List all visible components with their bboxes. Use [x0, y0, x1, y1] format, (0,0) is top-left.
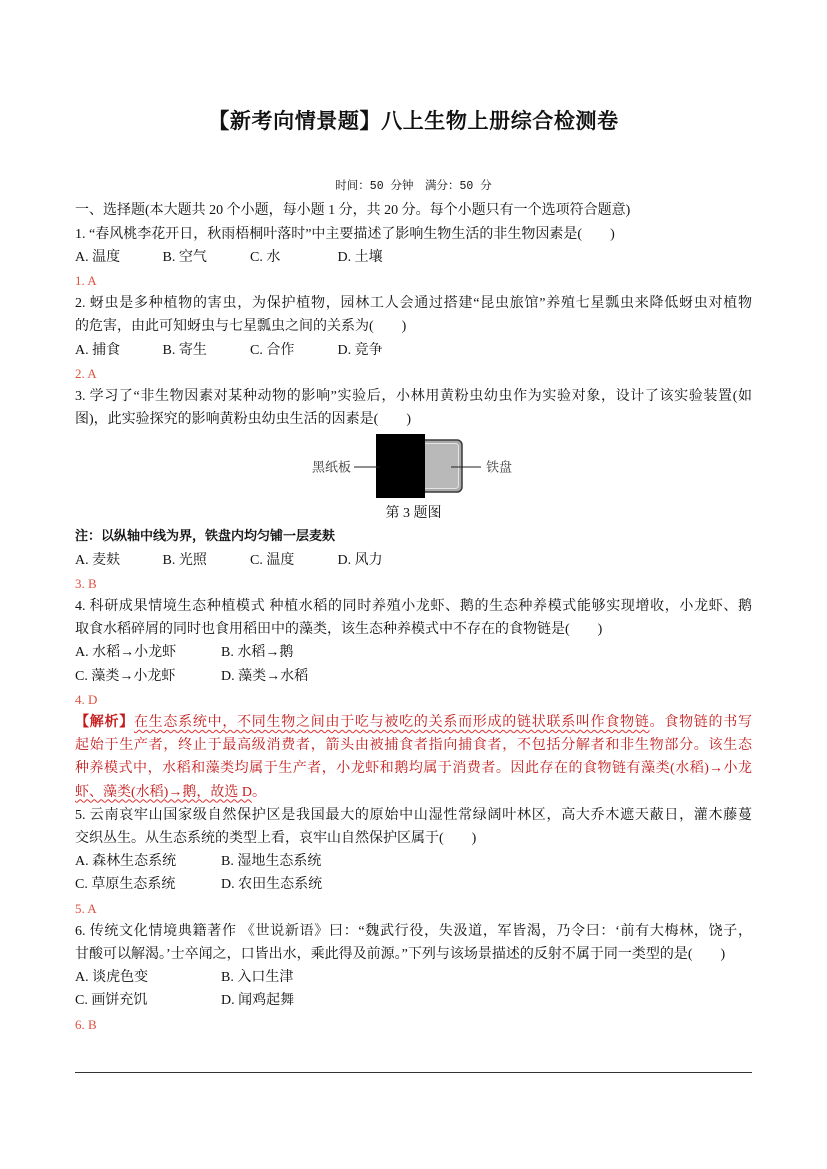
experiment-diagram — [75, 431, 752, 502]
question-3 — [75, 385, 752, 595]
option-d: D. 闻鸡起舞 — [221, 993, 295, 1009]
analysis-text: 虾、藻类(水稻)→鹅，故选 D — [75, 784, 252, 800]
question-stem-line: 4. 科研成果情境生态种植模式 种植水稻的同时养殖小龙虾、鹅的生态种养模式能够实现增收，小龙虾、鹅 — [75, 599, 752, 615]
exam-info: 时间：50 分钟 满分：50 分 — [335, 180, 492, 193]
question-stem-line: 1. “春风桃李花开日，秋雨梧桐叶落时”中主要描述了影响生物生活的非生物因素是( ) — [75, 226, 615, 242]
option-c: C. 藻类→小龙虾 — [75, 668, 176, 684]
question-5 — [75, 804, 752, 920]
question-stem-line: 取食水稻碎屑的同时也食用稻田中的藻类，该生态种养模式中不存在的食物链是( ) — [75, 622, 603, 638]
label-black-cardboard: 黑纸板 — [311, 460, 351, 476]
analysis-label: 【解析】 — [75, 715, 134, 731]
question-stem-line: 6. 传统文化情境典籍著作 《世说新语》曰：“魏武行役，失汲道，军皆渴，乃令曰：‘前有大梅林，饶子， — [75, 923, 752, 939]
question-1 — [75, 223, 752, 293]
option-row — [75, 339, 752, 362]
option-a: A. 捕食 — [75, 342, 121, 358]
figure-caption: 第 3 题图 — [385, 506, 442, 522]
option-a: A. 温度 — [75, 249, 121, 265]
option-d: D. 竞争 — [337, 342, 383, 358]
analysis-line — [75, 757, 752, 780]
answer-key: 2. A — [75, 365, 97, 381]
analysis-line — [75, 711, 752, 734]
option-b: B. 光照 — [162, 552, 207, 568]
answer-key: 4. D — [75, 691, 98, 707]
question-stem-line: 3. 学习了“非生物因素对某种动物的影响”实验后，小林用黄粉虫幼虫作为实验对象，设计了该实验装置(如 — [75, 389, 752, 405]
page-title: 【新考向情景题】八上生物上册综合检测卷 — [208, 110, 619, 133]
answer-key: 5. A — [75, 900, 97, 916]
option-row — [75, 873, 752, 896]
option-d: D. 农田生态系统 — [221, 877, 323, 893]
option-row — [75, 850, 752, 873]
question-2 — [75, 292, 752, 385]
option-c: C. 草原生态系统 — [75, 877, 176, 893]
option-b: B. 湿地生态系统 — [221, 854, 322, 870]
experiment-figure — [75, 431, 752, 502]
figure-note: 注：以纵轴中线为界，铁盘内均匀铺一层麦麸 — [75, 529, 336, 545]
question-stem-line: 交织丛生。从生态系统的类型上看，哀牢山自然保护区属于( ) — [75, 831, 477, 847]
option-row — [75, 989, 752, 1012]
analysis-text: 种养模式中，水稻和藻类均属于生产者，小龙虾和鹅均属于消费者。因此存在的食物链有藻类(水稻)→小龙 — [75, 761, 752, 777]
footer-divider — [75, 1072, 752, 1073]
option-b: B. 水稻→鹅 — [221, 645, 294, 661]
option-a: A. 麦麸 — [75, 552, 121, 568]
answer-key: 1. A — [75, 273, 97, 288]
option-c: C. 水 — [250, 249, 281, 265]
option-d: D. 风力 — [337, 552, 383, 568]
answer-key: 6. B — [75, 1016, 97, 1032]
document-body — [75, 199, 752, 1036]
option-c: C. 温度 — [250, 552, 295, 568]
question-stem-line: 2. 蚜虫是多种植物的害虫，为保护植物，园林工人会通过搭建“昆虫旅馆”养殖七星瓢虫来降低蚜虫对植物 — [75, 296, 752, 312]
option-a: A. 水稻→小龙虾 — [75, 645, 177, 661]
analysis-text: 在生态系统中，不同生物之间由于吃与被吃的关系而形成的链状联系叫作食物链 — [133, 715, 650, 731]
option-b: B. 空气 — [162, 249, 207, 265]
analysis-line — [75, 734, 752, 757]
label-iron-tray: 铁盘 — [486, 460, 513, 476]
analysis-text: 起始于生产者，终止于最高级消费者，箭头由被捕食者指向捕食者，不包括分解者和非生物部分。该生态 — [75, 738, 752, 754]
question-stem-line: 的危害，由此可知蚜虫与七星瓢虫之间的关系为( ) — [75, 319, 407, 335]
question-stem-line: 图)，此实验探究的影响黄粉虫幼虫生活的因素是( ) — [75, 412, 411, 428]
option-row — [75, 665, 752, 688]
section-heading: 一、选择题(本大题共 20 个小题，每小题 1 分，共 20 分。每个小题只有一个选项符合题意) — [75, 203, 631, 219]
black-cardboard — [376, 434, 425, 498]
option-c: C. 画饼充饥 — [75, 993, 148, 1009]
option-a: A. 谈虎色变 — [75, 970, 149, 986]
option-row — [75, 549, 752, 572]
option-b: B. 寄生 — [162, 342, 207, 358]
question-stem-line: 甘酸可以解渴。’士卒闻之，口皆出水，乘此得及前源。”下列与该场景描述的反射不属于同一类型的是( ) — [75, 947, 726, 963]
option-b: B. 入口生津 — [221, 970, 294, 986]
option-a: A. 森林生态系统 — [75, 854, 177, 870]
question-4 — [75, 595, 752, 804]
question-stem-line: 5. 云南哀牢山国家级自然保护区是我国最大的原始中山湿性常绿阔叶林区，高大乔木遮天蔽日，灌木藤蔓 — [75, 807, 752, 823]
analysis-text: 。食物链的书写 — [649, 715, 753, 731]
question-6 — [75, 920, 752, 1036]
analysis-text: 。 — [251, 784, 266, 800]
option-row — [75, 966, 752, 989]
answer-analysis — [75, 711, 752, 804]
answer-key: 3. B — [75, 575, 97, 591]
option-row — [75, 641, 752, 664]
option-d: D. 土壤 — [337, 249, 383, 265]
option-row — [75, 246, 752, 269]
option-d: D. 藻类→水稻 — [221, 668, 309, 684]
option-c: C. 合作 — [250, 342, 295, 358]
analysis-line — [75, 781, 752, 804]
